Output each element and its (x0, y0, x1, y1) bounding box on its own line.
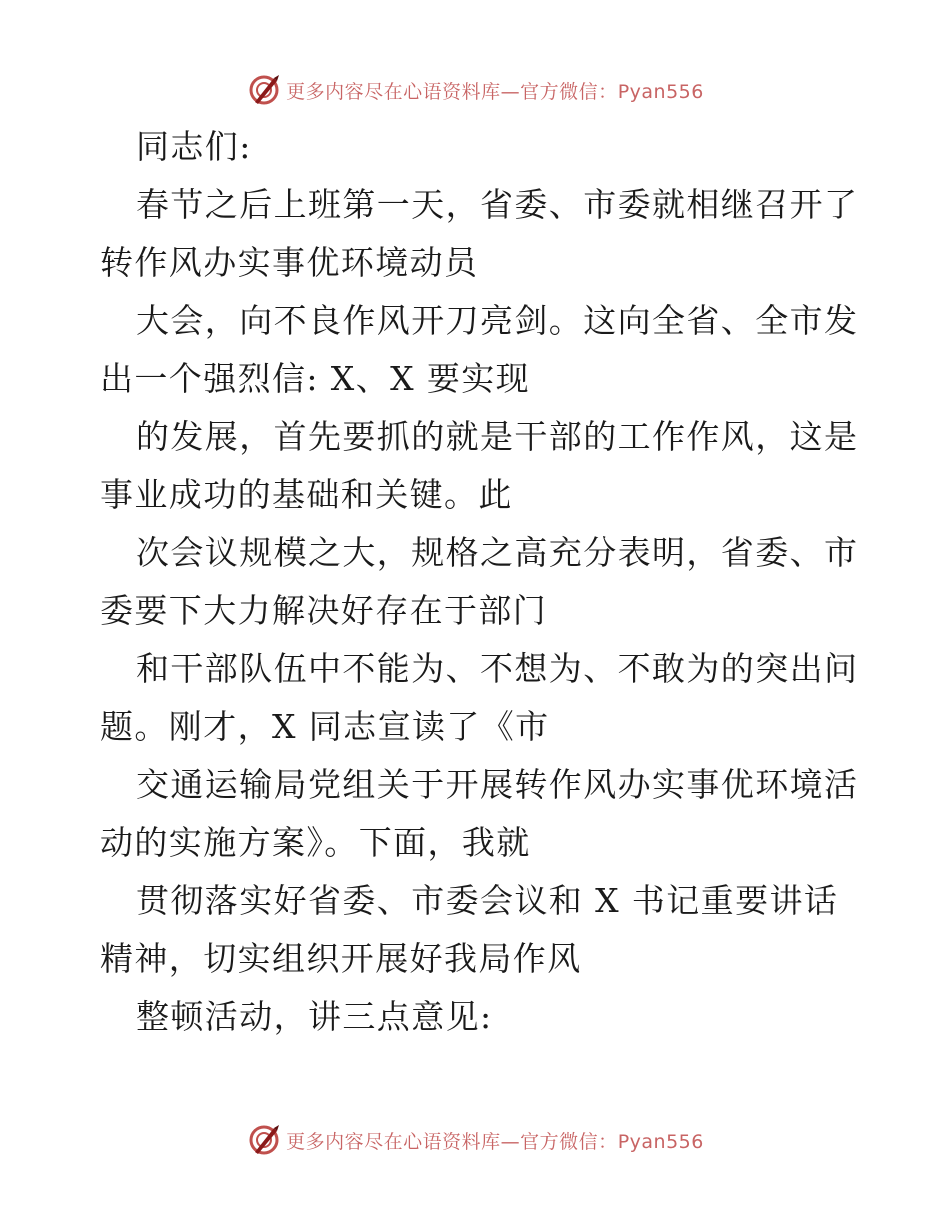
body-line: 大会，向不良作风开刀亮剑。这向全省、全市发 (136, 301, 859, 340)
body-line: 春节之后上班第一天，省委、市委就相继召开了 (136, 185, 859, 224)
body-line: 动的实施方案》。下面，我就 (100, 823, 531, 862)
footer-watermark (0, 1120, 950, 1160)
quill-logo-icon (246, 72, 282, 108)
body-line: 交通运输局党组关于开展转作风办实事优环境活 (136, 765, 859, 804)
body-line: 精神，切实组织开展好我局作风 (100, 939, 582, 978)
body-line: 出一个强烈信: X、X 要实现 (100, 359, 531, 398)
body-line: 和干部队伍中不能为、不想为、不敢为的突出问 (136, 649, 859, 688)
body-line: 题。刚才，X 同志宣读了《市 (100, 707, 550, 746)
body-line: 整顿活动，讲三点意见: (136, 997, 493, 1036)
body-line: 转作风办实事优环境动员 (100, 243, 479, 282)
quill-logo-icon (246, 1122, 282, 1158)
header-watermark (0, 70, 950, 110)
body-line: 同志们: (136, 127, 252, 166)
body-line: 次会议规模之大，规格之高充分表明，省委、市 (136, 533, 859, 572)
body-line: 贯彻落实好省委、市委会议和 X 书记重要讲话 (136, 881, 839, 920)
document-body (100, 118, 860, 1046)
watermark-text: 更多内容尽在心语资料库—官方微信：Pyan556 (286, 80, 704, 103)
body-line: 事业成功的基础和关键。此 (100, 475, 513, 514)
watermark-text: 更多内容尽在心语资料库—官方微信：Pyan556 (286, 1130, 704, 1153)
body-line: 的发展，首先要抓的就是干部的工作作风，这是 (136, 417, 859, 456)
body-line: 委要下大力解决好存在于部门 (100, 591, 548, 630)
